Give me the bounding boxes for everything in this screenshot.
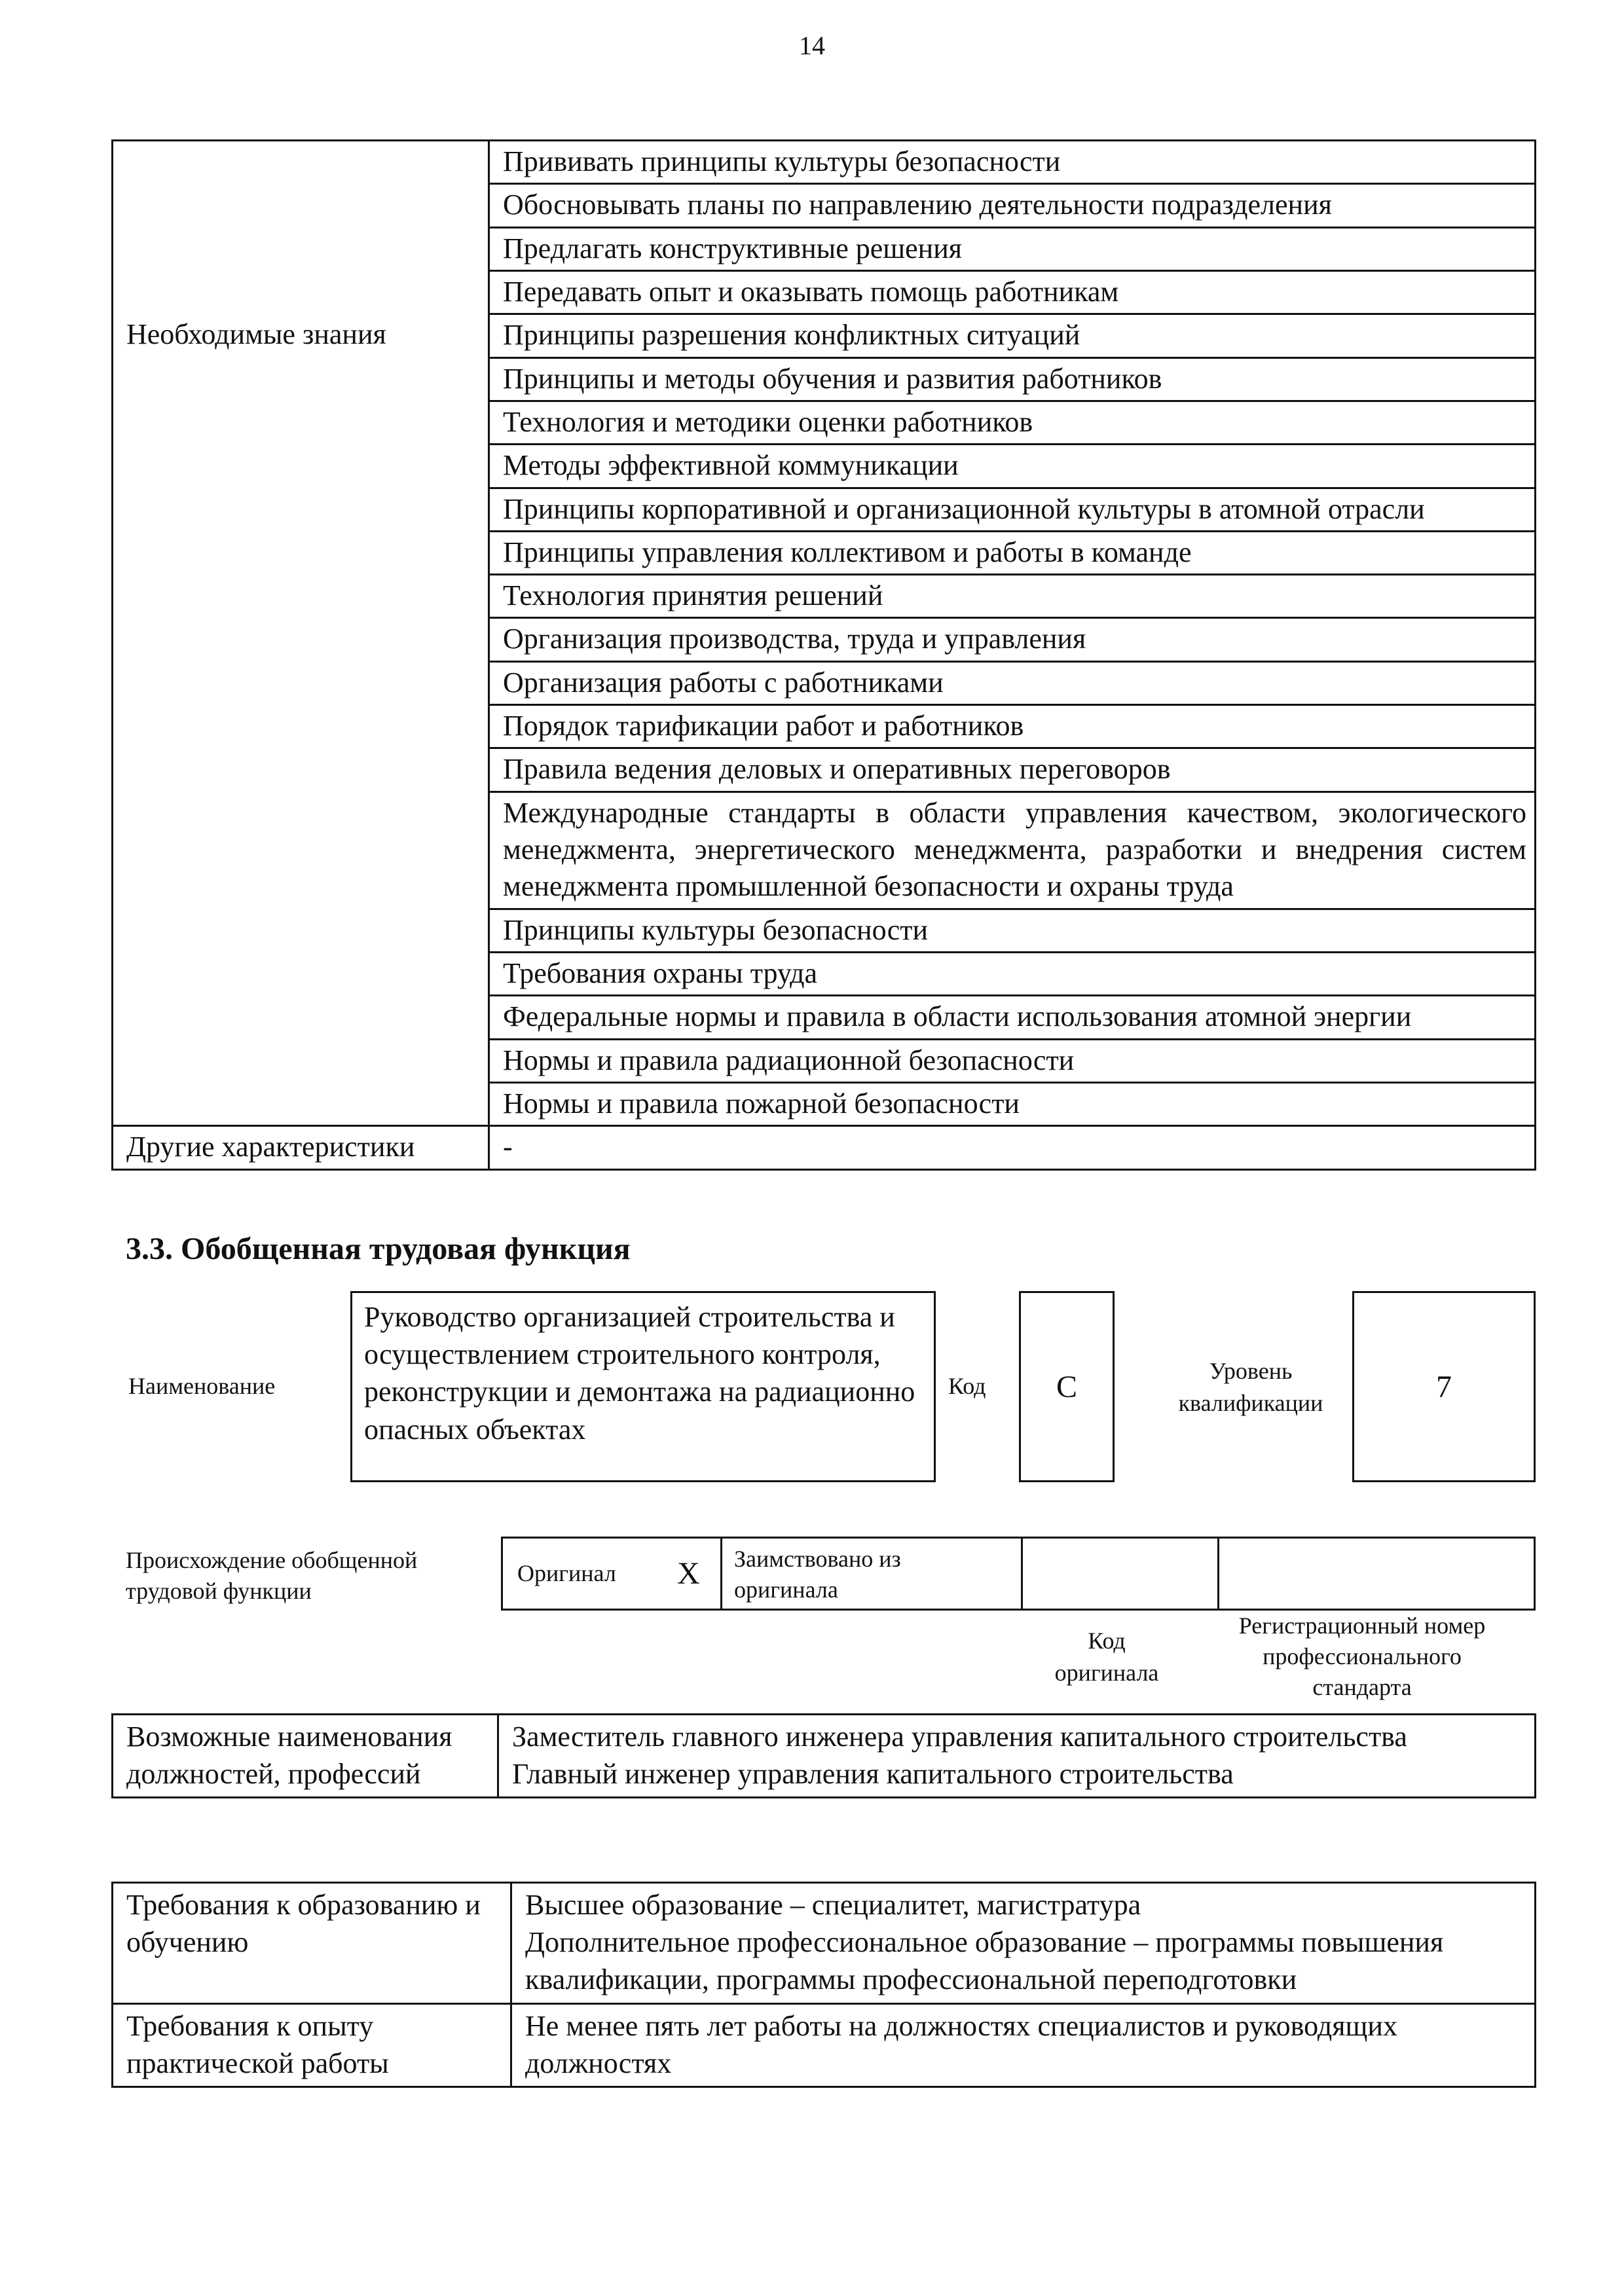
code-label: Код bbox=[948, 1373, 986, 1399]
table-row bbox=[113, 1126, 1536, 1169]
position-line: Заместитель главного инженера управления капитального строительства bbox=[512, 1721, 1407, 1753]
positions-table bbox=[111, 1713, 1536, 1798]
knowledge-cell: Принципы и методы обучения и развития работников bbox=[489, 357, 1536, 401]
knowledge-cell: Принципы разрешения конфликтных ситуаций bbox=[489, 314, 1536, 357]
knowledge-cell: Организация работы с работниками bbox=[489, 661, 1536, 704]
knowledge-label: Необходимые знания bbox=[113, 314, 489, 1126]
table-row bbox=[113, 1883, 1536, 2004]
level-value: 7 bbox=[1352, 1291, 1536, 1482]
empty-label-cell bbox=[113, 141, 489, 314]
function-name: Руководство организацией строительства и осуществлением строительного контроля, реконструкции и демонтажа на радиационно опасных объектах bbox=[350, 1291, 936, 1482]
origin-code-cell bbox=[1023, 1539, 1219, 1609]
education-line: Высшее образование – специалитет, магистратура bbox=[525, 1889, 1141, 1921]
education-value bbox=[511, 1883, 1536, 2004]
position-line: Главный инженер управления капитального строительства bbox=[512, 1758, 1234, 1791]
knowledge-cell: Требования охраны труда bbox=[489, 952, 1536, 995]
requirements-table bbox=[111, 1882, 1536, 2088]
skill-cell: Предлагать конструктивные решения bbox=[489, 227, 1536, 270]
education-line: Дополнительное профессиональное образование – программы повышения квалификации, программы профессиональной переподготовки bbox=[525, 1926, 1444, 1996]
knowledge-table bbox=[111, 139, 1536, 1171]
knowledge-cell: Технология и методики оценки работников bbox=[489, 401, 1536, 444]
name-label: Наименование bbox=[128, 1373, 276, 1399]
borrowed-label: Заимствовано из оригинала bbox=[722, 1539, 1023, 1609]
table-row bbox=[113, 141, 1536, 184]
code-caption: Код оригинала bbox=[1054, 1628, 1159, 1686]
table-row bbox=[113, 1715, 1536, 1798]
origin-original-cell bbox=[503, 1539, 722, 1609]
table-row bbox=[113, 2003, 1536, 2086]
section-title: 3.3. Обобщенная трудовая функция bbox=[126, 1231, 631, 1266]
code-value: C bbox=[1019, 1291, 1115, 1482]
other-value: - bbox=[489, 1126, 1536, 1169]
knowledge-cell: Методы эффективной коммуникации bbox=[489, 445, 1536, 488]
knowledge-cell: Принципы культуры безопасности bbox=[489, 909, 1536, 952]
origin-table bbox=[501, 1537, 1536, 1611]
knowledge-cell: Технология принятия решений bbox=[489, 575, 1536, 618]
education-label: Требования к образованию и обучению bbox=[113, 1883, 511, 2004]
knowledge-cell: Организация производства, труда и управления bbox=[489, 618, 1536, 661]
knowledge-cell: Нормы и правила пожарной безопасности bbox=[489, 1082, 1536, 1125]
skill-cell: Обосновывать планы по направлению деятельности подразделения bbox=[489, 184, 1536, 227]
knowledge-cell: Нормы и правила радиационной безопасности bbox=[489, 1039, 1536, 1082]
other-label: Другие характеристики bbox=[113, 1126, 489, 1169]
original-label: Оригинал bbox=[517, 1560, 616, 1586]
experience-label: Требования к опыту практической работы bbox=[113, 2003, 511, 2086]
knowledge-cell: Принципы управления коллективом и работы в команде bbox=[489, 531, 1536, 574]
level-label: Уровень квалификации bbox=[1178, 1358, 1323, 1416]
reg-caption: Регистрационный номер профессионального стандарта bbox=[1238, 1613, 1486, 1700]
page-number: 14 bbox=[799, 31, 825, 60]
knowledge-cell: Правила ведения деловых и оперативных переговоров bbox=[489, 748, 1536, 792]
origin-label: Происхождение обобщенной трудовой функции bbox=[126, 1547, 418, 1604]
knowledge-cell: Порядок тарификации работ и работников bbox=[489, 705, 1536, 748]
origin-reg-cell bbox=[1219, 1539, 1534, 1609]
experience-value: Не менее пять лет работы на должностях специалистов и руководящих должностях bbox=[511, 2003, 1536, 2086]
original-mark: X bbox=[677, 1556, 700, 1591]
knowledge-cell: Федеральные нормы и правила в области использования атомной энергии bbox=[489, 996, 1536, 1039]
knowledge-cell: Международные стандарты в области управления качеством, экологического менеджмента, энергетического менеджмента, разработки и внедрения систем менеджмента промышленной безопасности и охраны труда bbox=[489, 792, 1536, 909]
table-row bbox=[113, 314, 1536, 357]
positions-value bbox=[498, 1715, 1536, 1798]
knowledge-cell: Принципы корпоративной и организационной культуры в атомной отрасли bbox=[489, 488, 1536, 531]
skill-cell: Передавать опыт и оказывать помощь работникам bbox=[489, 270, 1536, 314]
skill-cell: Прививать принципы культуры безопасности bbox=[489, 141, 1536, 184]
positions-label: Возможные наименования должностей, профессий bbox=[113, 1715, 498, 1798]
